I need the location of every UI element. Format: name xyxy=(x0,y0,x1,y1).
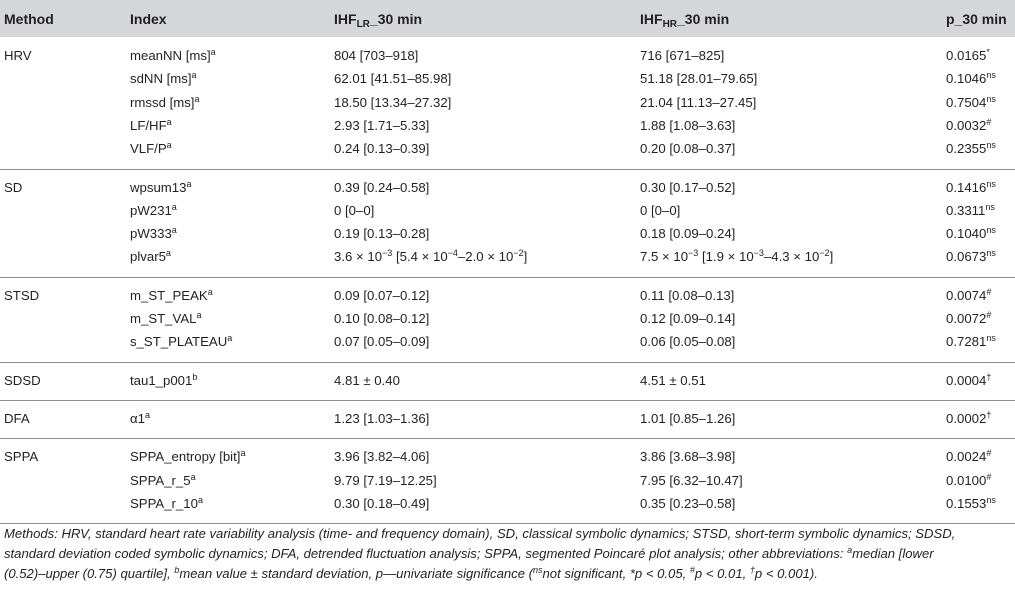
index-cell: s_ST_PLATEAU$^a$ xyxy=(130,333,233,350)
group-divider xyxy=(0,400,1015,401)
lr-value-cell: 0.09 [0.07–0.12] xyxy=(334,287,430,303)
p-value-cell: 0.0165* xyxy=(946,47,990,63)
lr-value-cell: 18.50 [13.34–27.32] xyxy=(334,94,452,110)
lr-value-cell: $3.6 \times 10^{-3}$ $[5.4 \times 10^{-4}-2.0 \times 10^{-2}]$ xyxy=(334,248,528,265)
method-label: HRV xyxy=(4,48,32,63)
header-index: Index xyxy=(130,11,167,27)
p-value-cell: $0.1416^{ns}$ xyxy=(946,178,996,195)
method-label: SDSD xyxy=(4,372,41,388)
header-ihf-lr-suffix: _30 min xyxy=(369,11,423,27)
index-cell: plvar5$^a$ xyxy=(130,248,171,265)
hr-value-cell: 7.95 [6.32–10.47] xyxy=(640,472,743,488)
p-value-cell: $0.0673^{ns}$ xyxy=(946,248,996,265)
hr-value-cell: 21.04 [11.13–27.45] xyxy=(640,94,757,110)
header-p: p_30 min xyxy=(946,11,1007,27)
index-cell: SPPA_r_10$^a$ xyxy=(130,494,203,511)
lr-value-cell: 0 [0–0] xyxy=(334,202,375,218)
index-cell: VLF/$P^a$ xyxy=(130,140,172,157)
lr-value-cell: 0.07 [0.05–0.09] xyxy=(334,334,430,350)
p-value-cell: 0.0024# xyxy=(946,448,992,465)
footnote-line-1: Methods: HRV, standard heart rate variability analysis (time- and frequency domain), SD, classical symbolic dynamics; STSD, short-term symbolic dynamics; SDSD, xyxy=(4,526,956,541)
hr-value-cell: 0.11 [0.08–0.13] xyxy=(640,287,735,303)
lr-value-cell: 0.39 [0.24–0.58] xyxy=(334,179,430,195)
header-ihf-hr-sub: HR xyxy=(662,19,678,30)
hr-value-cell: 0.18 [0.09–0.24] xyxy=(640,226,736,242)
footnote-line-2: standard deviation coded symbolic dynamics; DFA, detrended fluctuation analysis; SPPA, segmented Poincaré plot analysis; other abbreviations: $^a$median [lower xyxy=(4,545,934,561)
group-divider xyxy=(0,438,1015,439)
index-cell: m_ST_VAL$^a$ xyxy=(130,310,202,326)
header-ihf-lr-sub: LR xyxy=(356,19,370,30)
index-cell: sdNN [ms]$^a$ xyxy=(130,70,197,87)
lr-value-cell: 0.24 [0.13–0.39] xyxy=(334,141,430,157)
header-method: Method xyxy=(4,11,54,27)
index-cell: pW333$^a$ xyxy=(130,225,177,242)
group-divider xyxy=(0,277,1015,278)
p-value-cell: 0.0100# xyxy=(946,471,992,488)
p-value-cell: $0.1553^{ns}$ xyxy=(946,494,996,511)
method-label: DFA xyxy=(4,410,30,426)
method-label: SPPA xyxy=(4,449,39,465)
p-value-cell: $0.1040^{ns}$ xyxy=(946,225,996,242)
index-cell: SPPA_r_5$^a$ xyxy=(130,471,196,488)
p-value-cell: 0.0002† xyxy=(946,409,992,426)
lr-value-cell: 62.01 [41.51–85.98] xyxy=(334,71,452,87)
method-label: SD xyxy=(4,179,23,195)
table-footnote xyxy=(4,524,1009,584)
lr-value-cell: 2.93 [1.71–5.33] xyxy=(334,117,430,133)
p-value-cell: $0.7281^{ns}$ xyxy=(946,333,996,350)
header-ihf-lr xyxy=(334,10,422,28)
lr-value-cell: 0.10 [0.08–0.12] xyxy=(334,311,430,326)
lr-value-cell: 1.23 [1.03–1.36] xyxy=(334,410,430,426)
group-divider xyxy=(0,169,1015,170)
hr-value-cell: 51.18 [28.01–79.65] xyxy=(640,71,758,87)
group-divider xyxy=(0,362,1015,363)
table-header xyxy=(0,0,1015,37)
footnote-line-3: (0.52)–upper (0.75) quartile], $^b$mean value ± standard deviation, p—univariate significance ($^{ns}$not significant, *p < 0.05, #p < 0.01, †p < 0.001). xyxy=(4,565,818,581)
hr-value-cell: 0.30 [0.17–0.52] xyxy=(640,179,736,195)
hr-value-cell: 1.88 [1.08–3.63] xyxy=(640,117,736,133)
method-label: STSD xyxy=(4,287,40,303)
hr-value-cell: $7.5 \times 10^{-3}$ $[1.9 \times 10^{-3}-4.3 \times 10^{-2}]$ xyxy=(640,248,834,265)
header-ihf-hr xyxy=(640,10,729,28)
header-ihf-hr-main: IHF xyxy=(640,11,663,27)
p-value-cell: 0.0032# xyxy=(946,116,992,133)
p-value-cell: $0.7504^{ns}$ xyxy=(946,93,996,110)
index-cell: $LF/HF^a$ xyxy=(130,116,172,133)
p-value-cell: $0.3311^{ns}$ xyxy=(946,201,995,218)
lr-value-cell: 9.79 [7.19–12.25] xyxy=(334,472,437,488)
p-value-cell: 0.0004† xyxy=(946,371,992,388)
hr-value-cell: 0.06 [0.05–0.08] xyxy=(640,334,736,350)
index-cell: pW231$^a$ xyxy=(130,201,177,218)
hr-value-cell: 0.12 [0.09–0.14] xyxy=(640,311,736,326)
index-cell: tau1_p001$^b$ xyxy=(130,371,198,388)
hr-value-cell: 4.51 ± 0.51 xyxy=(640,372,706,388)
index-cell: α1$^a$ xyxy=(130,409,150,426)
p-value-cell: $0.1046^{ns}$ xyxy=(946,70,996,87)
index-cell: rmssd [ms]$^a$ xyxy=(130,93,200,110)
lr-value-cell: 0.19 [0.13–0.28] xyxy=(334,226,430,242)
hr-value-cell: 0.20 [0.08–0.37] xyxy=(640,141,736,157)
lr-value-cell: 3.96 [3.82–4.06] xyxy=(334,449,430,465)
lr-value-cell: 0.30 [0.18–0.49] xyxy=(334,495,430,511)
p-value-cell: 0.0074# xyxy=(946,286,992,303)
hr-value-cell: 0 [0–0] xyxy=(640,202,681,218)
header-ihf-lr-main: IHF xyxy=(334,11,357,27)
hr-value-cell: 0.35 [0.23–0.58] xyxy=(640,495,736,511)
header-ihf-hr-suffix: _30 min xyxy=(677,11,730,27)
lr-value-cell: 4.81 ± 0.40 xyxy=(334,372,400,388)
lr-value-cell: 804 [703–918] xyxy=(334,48,419,63)
index-cell: meanNN [ms]$^a$ xyxy=(130,47,216,63)
p-value-cell: $0.2355^{ns}$ xyxy=(946,140,996,157)
hr-value-cell: 3.86 [3.68–3.98] xyxy=(640,449,736,465)
p-value-cell: 0.0072# xyxy=(946,310,992,326)
hr-value-cell: 716 [671–825] xyxy=(640,48,725,63)
hr-value-cell: 1.01 [0.85–1.26] xyxy=(640,410,736,426)
index-cell: wpsum13$^a$ xyxy=(130,178,192,195)
index-cell: SPPA_entropy [bit]$^a$ xyxy=(130,448,246,465)
index-cell: m_ST_PEAK$^a$ xyxy=(130,286,213,303)
